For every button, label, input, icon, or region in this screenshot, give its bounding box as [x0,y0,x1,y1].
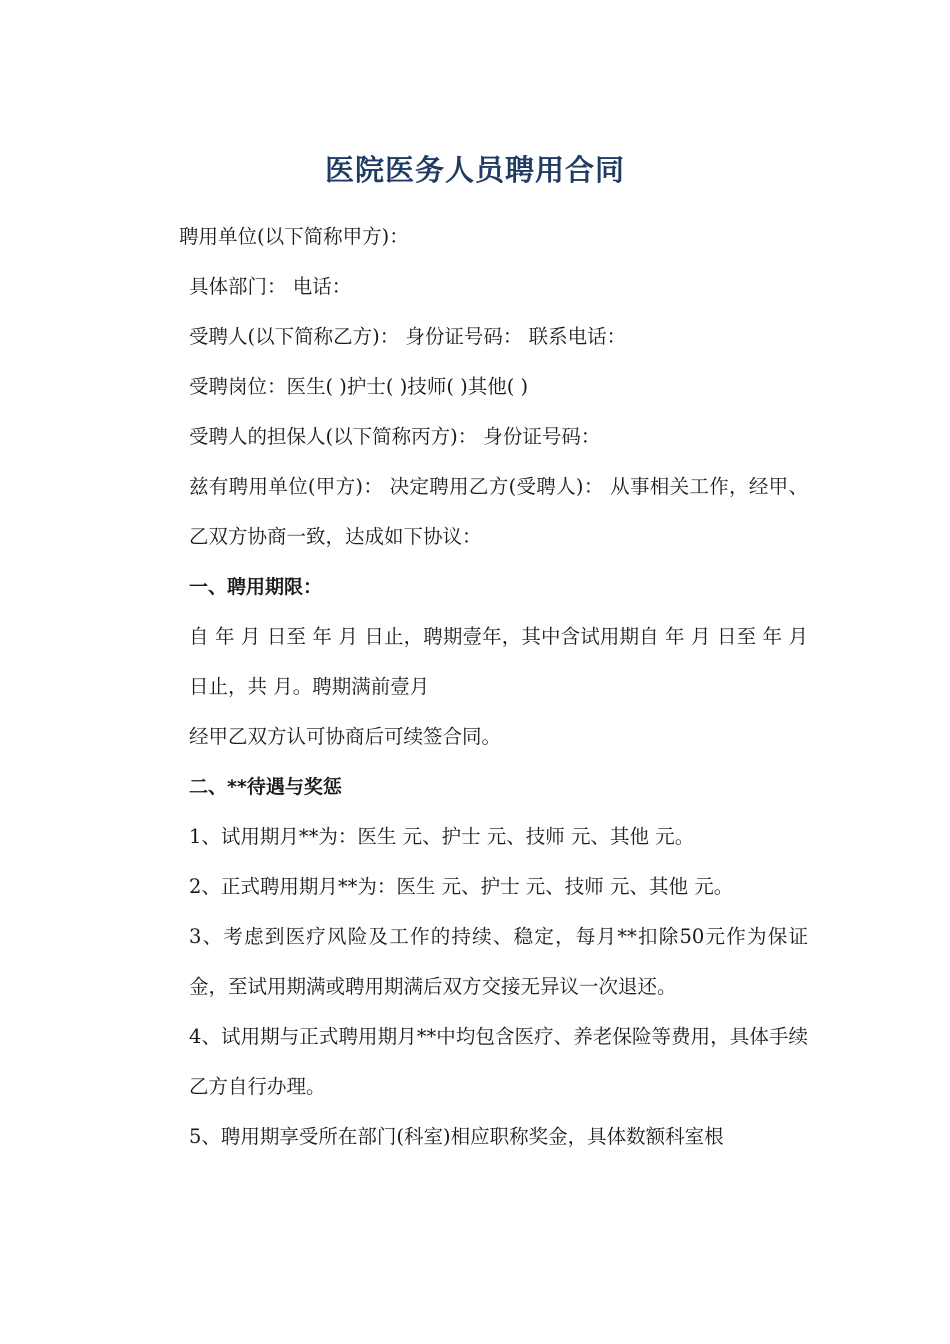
paragraph-agreement-intro: 兹有聘用单位(甲方)： 决定聘用乙方(受聘人)： 从事相关工作，经甲、乙双方协商一致，达成如下协议： [189,475,808,548]
paragraph-renewal: 经甲乙双方认可协商后可续签合同。 [189,725,502,748]
document-body [145,212,808,1162]
paragraph-position: 受聘岗位：医生( )护士( )技师( )其他( ) [189,375,529,398]
paragraph-employer: 聘用单位(以下简称甲方)： [179,225,409,248]
paragraph-guarantor: 受聘人的担保人(以下简称丙方)： 身份证号码： [189,425,601,448]
clause-4: 4、试用期与正式聘用期月**中均包含医疗、养老保险等费用，具体手续乙方自行办理。 [189,1025,808,1098]
section-heading-compensation: 二、**待遇与奖惩 [189,776,342,798]
clause-2: 2、正式聘用期月**为：医生 元、护士 元、技师 元、其他 元。 [189,875,734,898]
paragraph-employee: 受聘人(以下简称乙方)： 身份证号码： 联系电话： [189,325,627,348]
paragraph-department: 具体部门： 电话： [189,275,352,298]
paragraph-term-dates: 自 年 月 日至 年 月 日止，聘期壹年，其中含试用期自 年 月 日至 年 月 日止，共 月。聘期满前壹月 [189,625,808,698]
clause-1: 1、试用期月**为：医生 元、护士 元、技师 元、其他 元。 [189,825,695,848]
clause-3: 3、考虑到医疗风险及工作的持续、稳定，每月**扣除50元作为保证金，至试用期满或聘用期满后双方交接无异议一次退还。 [189,925,808,998]
document-title: 医院医务人员聘用合同 [324,153,625,187]
clause-5: 5、聘用期享受所在部门(科室)相应职称奖金，具体数额科室根 [189,1125,724,1148]
section-heading-term: 一、聘用期限： [189,576,323,598]
